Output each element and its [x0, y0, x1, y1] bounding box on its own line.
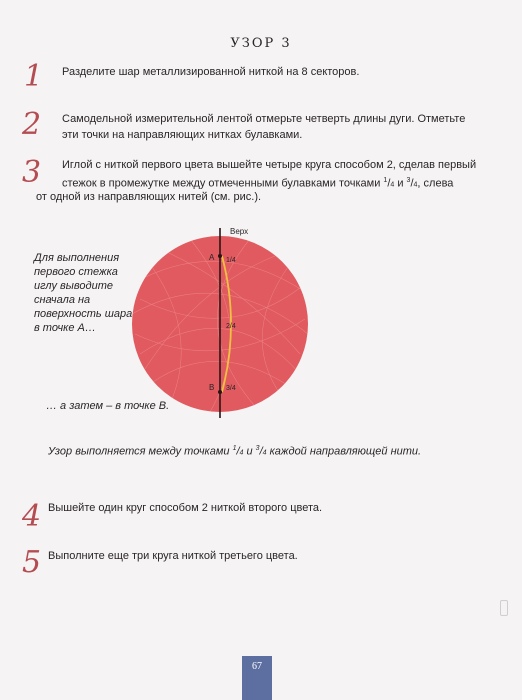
step-2-text-line2: эти точки на направляющих нитках булавками.: [62, 129, 303, 141]
page-edge-mark: [500, 600, 508, 616]
caption-quarter-den: 4: [239, 449, 244, 457]
step-5-text: Выполните еще три круга ниткой третьего цвета.: [48, 550, 298, 562]
page-number: 67: [242, 656, 272, 700]
fraction-three-den: 4: [413, 181, 418, 189]
figure-top-label: Верх: [230, 227, 249, 236]
fraction-three-num: 3: [406, 177, 411, 184]
step-number-1: 1: [24, 59, 44, 94]
figure-caption: Узор выполняется между точками $^1$/4 и $^3$/4 каждой направляющей нити.: [48, 445, 422, 458]
step-number-5: 5: [22, 545, 42, 580]
step-2-text-line1: Самодельной измерительной лентой отмерьте четверть длины дуги. Отметьте: [62, 113, 466, 125]
step-number-2: 2: [22, 107, 42, 142]
step-3-text-part-b: и: [394, 177, 407, 190]
step-3-text-part-c: , слева: [417, 177, 454, 190]
note-line: Для выполнения: [34, 252, 120, 264]
step-number-3: 3: [22, 155, 42, 190]
caption-three-num: 3: [255, 445, 260, 452]
step-3-text-line2: стежок в промежутке между отмеченными булавками точками $^1$/4 и $^3$/4, слева: [62, 177, 454, 190]
caption-suffix: каждой направляющей нити.: [266, 445, 422, 458]
note-line: сначала на: [34, 294, 91, 306]
note-line: иглу выводите: [34, 280, 113, 292]
point-a-dot: [218, 254, 222, 258]
step-1-text: Разделите шар металлизированной ниткой на 8 секторов.: [62, 66, 360, 78]
point-b-dot: [218, 390, 222, 394]
point-a-label: A: [209, 253, 215, 262]
note-line: первого стежка: [34, 266, 118, 278]
note-line: поверхность шара: [34, 308, 133, 320]
figure-note-left: [34, 251, 132, 335]
caption-prefix: Узор выполняется между точками: [48, 445, 233, 458]
fraction-quarter-num: 1: [383, 177, 388, 184]
step-4-text: Вышейте один круг способом 2 ниткой второго цвета.: [48, 502, 323, 514]
point-b-label: B: [209, 383, 215, 392]
step-3-text-line1: Иглой с ниткой первого цвета вышейте четыре круга способом 2, сделав первый: [62, 159, 477, 171]
step-3-text-line3: от одной из направляющих нитей (см. рис.).: [36, 191, 262, 203]
mark-quarter: 1/4: [226, 257, 236, 264]
mark-half: 2/4: [226, 323, 236, 330]
caption-mid: и: [243, 445, 256, 458]
mark-three-quarters: 3/4: [226, 385, 236, 392]
page-title: УЗОР 3: [230, 36, 292, 51]
figure-note-bottom: … а затем – в точке В.: [46, 400, 170, 412]
step-3-text-part-a: стежок в промежутке между отмеченными булавками точками: [62, 177, 384, 190]
caption-three-den: 4: [262, 449, 267, 457]
note-line: в точке А…: [34, 322, 96, 334]
fraction-quarter-den: 4: [390, 181, 395, 189]
step-number-4: 4: [22, 499, 42, 534]
caption-quarter-num: 1: [232, 445, 237, 452]
